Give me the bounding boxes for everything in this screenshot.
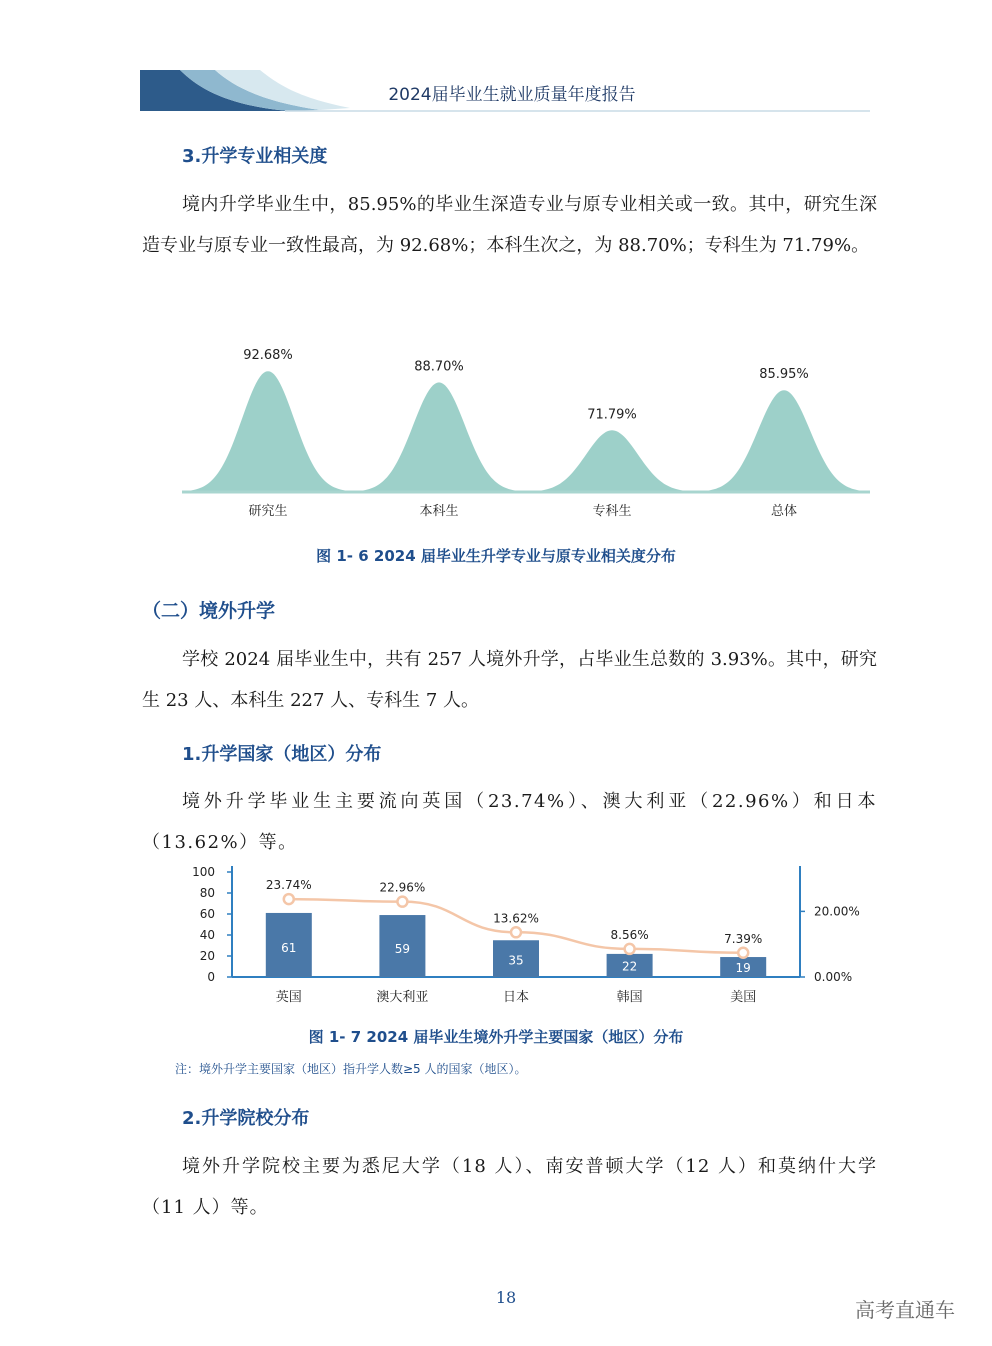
left-tick-label: 20: [199, 949, 215, 963]
left-tick-label: 80: [199, 886, 215, 900]
page-header: [0, 0, 992, 120]
bell-category-label: 研究生: [248, 504, 288, 519]
major-relevance-chart: [0, 330, 992, 530]
right-tick-label: 0.00%: [814, 970, 853, 984]
paragraph-school: 境外升学院校主要为悉尼大学（18 人）、南安普顿大学（12 人）和莫纳什大学（11 人）等。: [142, 1156, 877, 1218]
paragraph-country: 境外升学毕业生主要流向英国（23.74%）、澳大利亚（22.96%）和日本（13.62%）等。: [142, 791, 877, 853]
x-category-label: 日本: [502, 990, 530, 1005]
figure6-caption: 图 1- 6 2024 届毕业生升学专业与原专业相关度分布: [316, 547, 676, 565]
bell-value-label: 92.68%: [243, 348, 293, 364]
line-value-label: 13.62%: [493, 911, 539, 926]
left-tick-label: 60: [199, 907, 215, 921]
page-number: 18: [495, 1288, 517, 1307]
country-distribution-chart: [0, 860, 992, 1010]
line-value-label: 23.74%: [265, 878, 312, 893]
paragraph-abroad: 学校 2024 届毕业生中，共有 257 人境外升学，占毕业生总数的 3.93%。其中，研究生 23 人、本科生 227 人、专科生 7 人。: [142, 649, 877, 711]
bar-value-label: 61: [281, 941, 297, 956]
section-heading-school: 2.升学院校分布: [182, 1108, 310, 1129]
left-tick-label: 40: [199, 928, 215, 942]
left-tick-label: 0: [207, 970, 215, 984]
bell-总体: [698, 390, 870, 491]
bell-value-label: 88.70%: [414, 359, 464, 375]
bell-category-label: 本科生: [419, 504, 459, 519]
bar-value-label: 35: [508, 953, 524, 968]
header-title: 2024届毕业生就业质量年度报告: [388, 85, 636, 105]
bell-category-label: 总体: [770, 504, 798, 519]
figure7-note: 注：境外升学主要国家（地区）指升学人数≥5 人的国家（地区）。: [175, 1062, 527, 1076]
watermark-text: 高考直通车: [855, 1298, 955, 1322]
bell-专科生: [526, 430, 698, 491]
bell-value-label: 85.95%: [759, 367, 809, 383]
bar-value-label: 22: [621, 959, 638, 974]
x-category-label: 英国: [275, 990, 302, 1005]
line-value-label: 7.39%: [724, 931, 763, 946]
x-category-label: 美国: [730, 990, 757, 1005]
line-value-label: 22.96%: [379, 880, 426, 895]
x-category-label: 澳大利亚: [376, 990, 429, 1005]
section-heading-abroad: （二）境外升学: [142, 600, 276, 622]
right-tick-label: 20.00%: [814, 904, 860, 919]
section-heading-major: 3.升学专业相关度: [182, 146, 328, 167]
x-category-label: 韩国: [616, 990, 643, 1005]
bell-研究生: [182, 371, 354, 491]
line-point-日本: [511, 927, 521, 937]
paragraph-major: 境内升学毕业生中，85.95%的毕业生深造专业与原专业相关或一致。其中，研究生深造专业与原专业一致性最高，为 92.68%；本科生次之，为 88.70%；专科生为 71.79%。: [142, 194, 877, 256]
left-tick-label: 100: [192, 865, 215, 879]
figure7-caption: 图 1- 7 2024 届毕业生境外升学主要国家（地区）分布: [308, 1028, 684, 1046]
bar-value-label: 59: [394, 942, 411, 957]
bell-value-label: 71.79%: [587, 407, 637, 423]
bell-本科生: [353, 382, 525, 491]
bar-value-label: 19: [735, 961, 751, 976]
line-point-韩国: [625, 944, 635, 954]
line-point-美国: [738, 948, 748, 958]
line-point-英国: [284, 894, 294, 904]
bell-category-label: 专科生: [592, 504, 632, 519]
line-value-label: 8.56%: [610, 927, 649, 942]
section-heading-country: 1.升学国家（地区）分布: [182, 744, 382, 765]
line-point-澳大利亚: [397, 897, 407, 907]
